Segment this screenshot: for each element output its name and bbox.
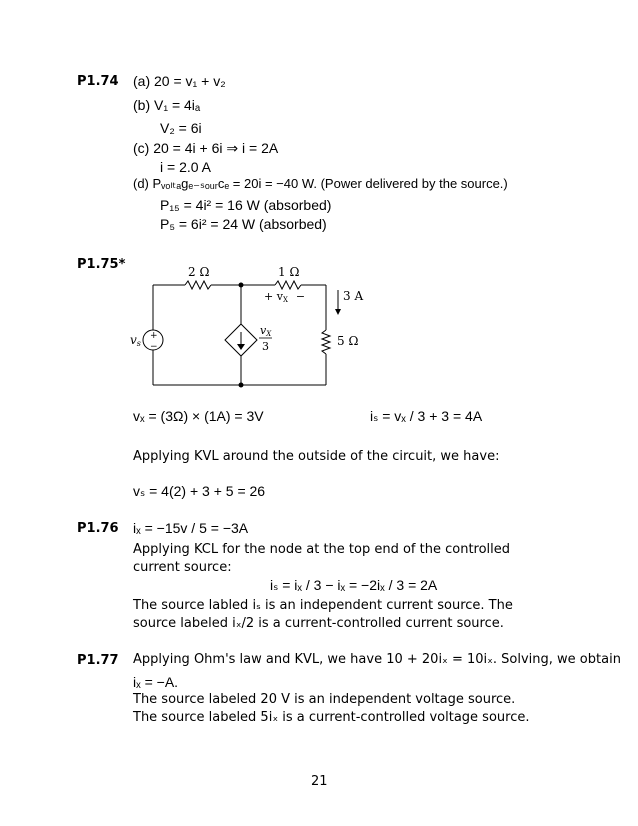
p176-eq-ix: iₓ = −15v / 5 = −3A <box>133 520 249 536</box>
label-5ohm: 5 Ω <box>337 334 359 348</box>
node-dot <box>239 383 244 388</box>
problem-label-p175: P1.75* <box>77 257 126 272</box>
p174-part-d-line3: P₅ = 6i² = 24 W (absorbed) <box>160 216 327 232</box>
dep-source-numerator: vX <box>260 324 272 338</box>
label-3a: 3 A <box>343 289 364 303</box>
node-dot <box>239 283 244 288</box>
p175-kvl-text: Applying KVL around the outside of the circuit, we have: <box>133 449 500 464</box>
p174-part-d-line1: (d) Pᵥₒₗₜₐgₑ₋ₛₒᵤᵣcₑ = 20i = −40 W. (Power delivered by the source.) <box>133 176 508 191</box>
dep-source-denominator: 3 <box>262 340 269 353</box>
problem-label-p177: P1.77 <box>77 653 119 668</box>
p174-part-a: (a) 20 = v₁ + v₂ <box>133 73 226 89</box>
problem-label-p176: P1.76 <box>77 521 119 536</box>
p176-eq-is: iₛ = iₓ / 3 − iₓ = −2iₓ / 3 = 2A <box>270 577 438 593</box>
p174-part-d-line2: P₁₅ = 4i² = 16 W (absorbed) <box>160 197 332 213</box>
arrow-head-icon <box>335 309 341 315</box>
p174-part-c-line2: i = 2.0 A <box>160 159 211 175</box>
p177-description: The source labeled 20 V is an independent voltage source. The source labeled 5iₓ is a current-controlled voltage source. <box>133 692 530 725</box>
p177-line1: Applying Ohm's law and KVL, we have 10 + 20iₓ = 10iₓ. Solving, we obtain <box>133 652 621 667</box>
resistor-1ohm <box>275 281 301 289</box>
label-vx-plus: + vX − <box>264 290 306 304</box>
resistor-2ohm <box>185 281 211 289</box>
p176-description: The source labled iₛ is an independent current source. The source labeled iₓ/2 is a current-controlled current source. <box>133 598 513 631</box>
page-number: 21 <box>311 774 328 789</box>
p175-eq-is: iₛ = vₓ / 3 + 3 = 4A <box>370 408 483 424</box>
p175-eq-vx: vₓ = (3Ω) × (1A) = 3V <box>133 408 264 424</box>
p174-part-c-line1: (c) 20 = 4i + 6i ⇒ i = 2A <box>133 140 279 156</box>
plus-sign: + <box>150 331 158 341</box>
minus-sign: − <box>150 342 158 352</box>
circuit-diagram <box>130 262 380 392</box>
p176-kcl-text: Applying KCL for the node at the top end of the controlled current source: <box>133 542 511 575</box>
p175-eq-vs: vₛ = 4(2) + 3 + 5 = 26 <box>133 483 266 499</box>
label-1ohm: 1 Ω <box>278 265 300 279</box>
p174-part-b-line1: (b) V₁ = 4iₐ <box>133 97 201 113</box>
p177-line2: iₓ = −A. <box>133 674 179 690</box>
label-vs: vs <box>130 333 141 348</box>
label-2ohm: 2 Ω <box>188 265 210 279</box>
p174-part-b-line2: V₂ = 6i <box>160 120 202 136</box>
problem-label-p174: P1.74 <box>77 74 119 89</box>
resistor-5ohm <box>322 330 330 354</box>
